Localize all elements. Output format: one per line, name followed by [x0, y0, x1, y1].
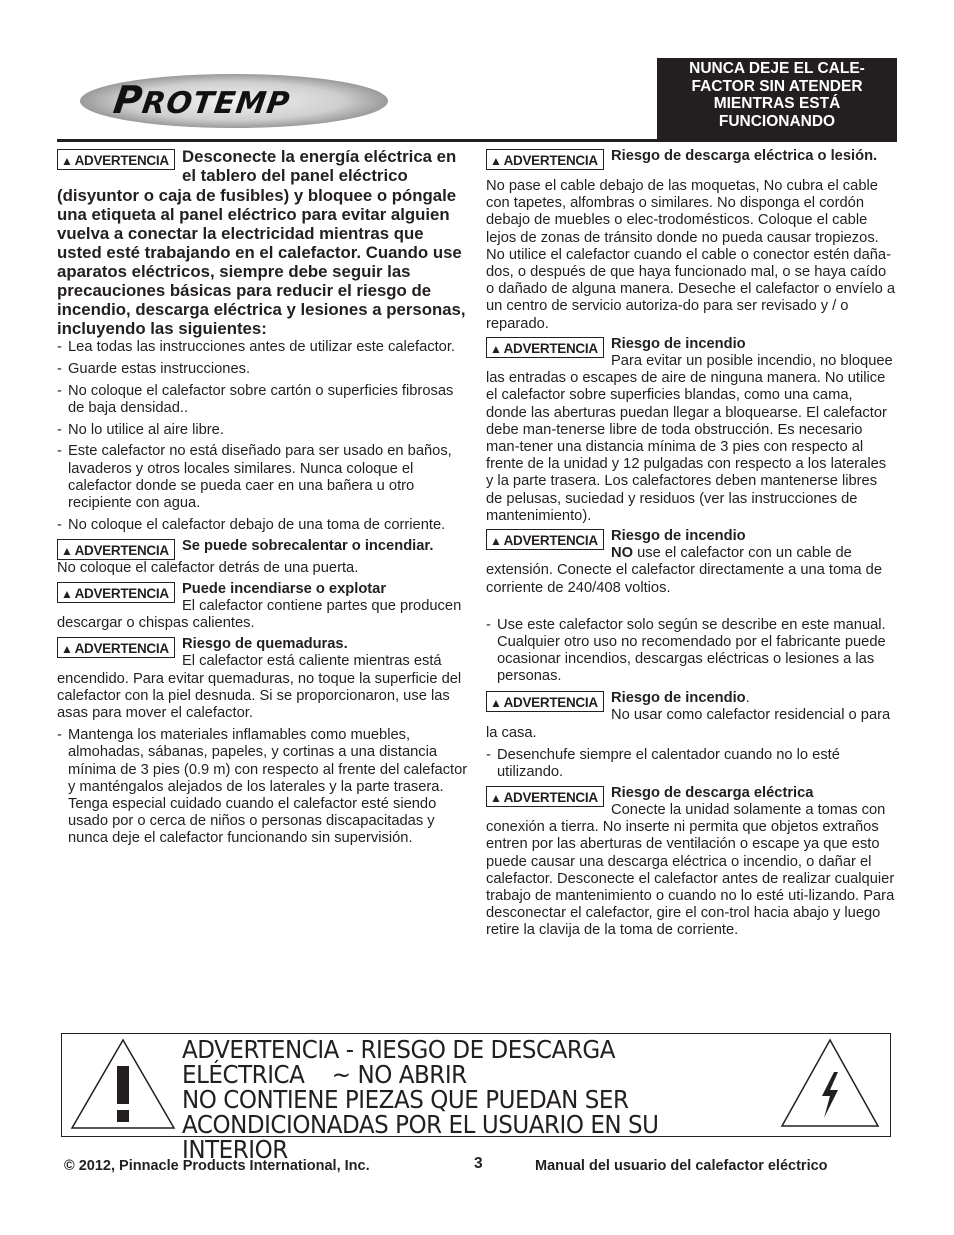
safety-list — [57, 339, 469, 534]
warning-badge: ▲ ADVERTENCIA — [486, 149, 604, 170]
list-item: - No coloque el calefactor sobre cartón o superficies fibrosas de baja densidad.. — [57, 383, 469, 417]
warning-fire-2 — [486, 528, 896, 597]
warning-shock — [486, 785, 896, 940]
warning-title: Riesgo de quemaduras. — [182, 636, 348, 653]
safety-list-right-2 — [486, 747, 896, 781]
list-item: - Use este calefactor solo según se describe en este manual. Cualquier otro uso no recomendado por el fabricante puede ocasionar incendios, descargas eléctricas o lesiones a las personas. — [486, 617, 896, 686]
warning-title: Riesgo de incendio — [611, 690, 746, 707]
logo-wordmark: PROTEMP — [110, 78, 293, 122]
never-box-line: FACTOR SIN ATENDER — [691, 77, 863, 95]
warning-triangle-icon: ▲ — [490, 341, 502, 356]
warning-triangle-icon: ▲ — [490, 790, 502, 805]
shock-line: NO CONTIENE PIEZAS QUE PUEDAN SER — [182, 1085, 629, 1114]
list-item: - Este calefactor no está diseñado para ser usado en baños, lavaderos y otros locales similares. Nunca coloque el calefactor donde se pueda caer en una bañera u otro recipiente con agua. — [57, 443, 469, 512]
warning-body: Conecte la unidad solamente a tomas con conexión a tierra. No inserte ni permita que objetos extraños entren por las aberturas de ventilación o escape ya que esto puede causar una descarga eléctrica o incendio, o dañar el calefactor. Desconecte el calefactor antes de realizar cualquier trabajo de mantenimiento o cuando no lo esté uti-lizando. Para desconectar el calefactor, gire el con-trol hacia abajo y luego retire la clavija de la toma de corriente. — [486, 801, 895, 939]
never-unattended-box — [657, 58, 897, 142]
warning-disconnect — [57, 148, 469, 338]
warning-badge: ▲ ADVERTENCIA — [486, 786, 604, 807]
warning-badge: ▲ ADVERTENCIA — [57, 539, 175, 560]
list-item: - Lea todas las instrucciones antes de utilizar este calefactor. — [57, 339, 469, 356]
warning-body: El calefactor contiene partes que producen descargar o chispas calientes. — [57, 597, 462, 632]
footer-manual-title: Manual del usuario del calefactor eléctrico — [535, 1158, 828, 1174]
warning-body-emphasis: NO — [611, 545, 634, 562]
safety-list-2 — [57, 727, 469, 847]
right-column — [486, 148, 896, 940]
warning-title: Riesgo de incendio — [611, 528, 746, 545]
footer-copyright: © 2012, Pinnacle Products International, Inc. — [64, 1158, 370, 1174]
list-item: - Desenchufe siempre el calentador cuando no lo esté utilizando. — [486, 747, 896, 781]
warning-body: Para evitar un posible incendio, no bloquee las entradas o escapes de aire de ninguna manera. No utilice el calefactor sobre superficies blandas, como una cama, donde las aberturas puedan llegar a bloquearse. El calefactor debe man-tenerse libre de toda obstrucción. Es necesario man-tener una distancia mínima de 3 pies con respecto al frente de la unidad y 12 pulgadas con respecto a los laterales y la parte trasera. Los calefactores deben mantenerse libres de pelusas, suciedad y residuos (ver las instrucciones de mantenimiento). — [486, 353, 893, 524]
lead-warning-text: Desconecte la energía eléctrica en el tablero del panel eléctrico — [182, 148, 457, 186]
shock-line: ELÉCTRICA ~ NO ABRIR — [182, 1060, 467, 1089]
warning-body: No usar como calefactor residencial o para la casa. — [486, 707, 891, 741]
warning-explode — [57, 581, 469, 633]
warning-title-dot: . — [745, 690, 750, 707]
lightning-triangle-icon — [778, 1036, 882, 1132]
warning-title: Riesgo de incendio — [611, 335, 746, 352]
exclamation-triangle-icon — [68, 1036, 178, 1132]
warning-badge: ▲ ADVERTENCIA — [57, 149, 175, 170]
safety-list-right — [486, 617, 896, 686]
warning-body: El calefactor está caliente mientras está encendido. Para evitar quemaduras, no toque la superficie del calefactor con la piel desnuda. Si se proporcionaron, use las asas para mover el calefactor. — [57, 653, 462, 722]
warning-badge: ▲ ADVERTENCIA — [486, 691, 604, 712]
page-number: 3 — [474, 1155, 483, 1172]
shock-hazard-text — [182, 1037, 734, 1162]
warning-badge: ▲ ADVERTENCIA — [486, 337, 604, 358]
warning-title: Riesgo de descarga eléctrica o lesión. — [611, 148, 878, 164]
warning-badge: ▲ ADVERTENCIA — [486, 529, 604, 550]
warning-title: Riesgo de descarga eléctrica — [611, 784, 814, 801]
list-item: - Mantenga los materiales inflamables como muebles, almohadas, sábanas, papeles, y cortinas a una distancia mínima de 3 pies (0.9 m) con respecto al frente del calefactor y manténgalos alejados de los laterales y la parte trasera. Tenga especial cuidado cuando el calefactor esté siendo usado por o cerca de niños o personas discapacitadas y nunca deje el calefactor funcionando sin supervisión. — [57, 727, 469, 847]
warning-title: Se puede sobrecalentar o incendiar. — [182, 538, 434, 555]
never-box-line: MIENTRAS ESTÁ — [713, 95, 841, 112]
warning-burn — [57, 636, 469, 722]
warning-triangle-icon: ▲ — [61, 586, 73, 601]
never-box-line: FUNCIONANDO — [718, 112, 836, 130]
warning-body: No coloque el calefactor detrás de una puerta. — [57, 560, 359, 577]
never-box-line: NUNCA DEJE EL CALE- — [689, 60, 865, 77]
lead-warning-text-cont: (disyuntor o caja de fusibles) y bloquee o póngale una etiqueta al panel eléctrico para evitar alguien vuelva a conectar la electricidad mientras que usted esté trabajando en el calefactor. Cuando use aparatos eléctricos, siempre debe seguir las precauciones básicas para reducir el riesgo de incendio, descarga eléctrica y lesiones a personas, incluyendo las siguientes: — [57, 186, 466, 339]
list-item: - No coloque el calefactor debajo de una toma de corriente. — [57, 517, 469, 534]
warning-triangle-icon: ▲ — [490, 154, 502, 168]
left-column — [57, 148, 469, 852]
shock-line: ACONDICIONADAS POR EL USUARIO EN SU INTERIOR — [182, 1110, 659, 1164]
list-item: - No lo utilice al aire libre. — [57, 422, 469, 439]
header-rule — [57, 139, 897, 142]
warning-fire-1 — [486, 336, 896, 525]
warning-badge: ▲ ADVERTENCIA — [57, 582, 175, 603]
warning-badge: ▲ ADVERTENCIA — [57, 637, 175, 658]
warning-body: No pase el cable debajo de las moquetas, No cubra el cable con tapetes, alfombras o similares. No disponga el cordón debajo de muebles o elec-trodomésticos. Coloque el cable lejos de zonas de tránsito donde no pueda causar tropiezos. No utilice el calefactor cuando el cable o conector estén daña-dos, o después de que haya funcionado mal, o se haya caído o dañado de alguna manera. Deseche el calefactor o envíelo a un centro de servicio autoriza-do para ser revisado y / o reparado. — [486, 178, 896, 332]
warning-fire-3 — [486, 690, 896, 742]
warning-triangle-icon: ▲ — [490, 534, 502, 549]
warning-overheat — [57, 538, 469, 577]
shock-hazard-box — [61, 1033, 891, 1164]
warning-body: use el calefactor con un cable de extensión. Conecte el calefactor directamente a una toma de corriente de 240/408 voltios. — [486, 545, 882, 596]
warning-shock-injury — [486, 148, 896, 333]
warning-triangle-icon: ▲ — [61, 154, 73, 168]
list-item: - Guarde estas instrucciones. — [57, 361, 469, 378]
shock-line: ADVERTENCIA - RIESGO DE DESCARGA — [182, 1035, 616, 1064]
warning-triangle-icon: ▲ — [61, 642, 73, 657]
brand-logo — [78, 72, 390, 130]
warning-triangle-icon: ▲ — [61, 544, 73, 559]
warning-title: Puede incendiarse o explotar — [182, 580, 387, 597]
warning-triangle-icon: ▲ — [490, 696, 502, 711]
